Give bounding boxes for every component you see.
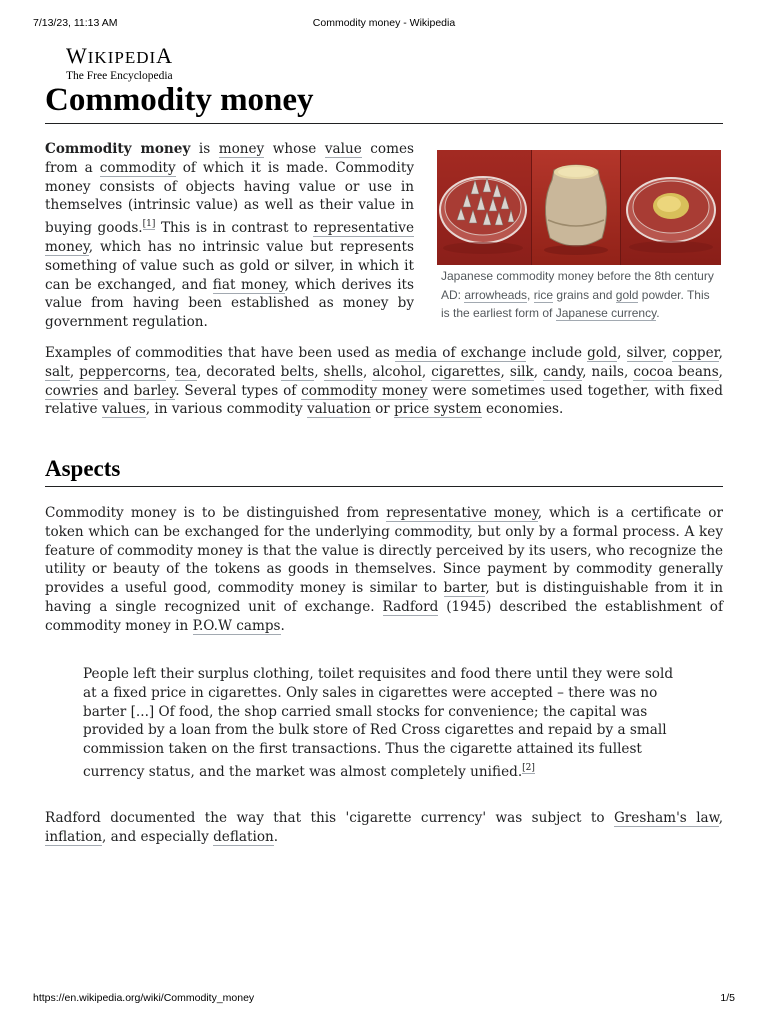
print-footer [33,992,735,1006]
link-silk[interactable]: silk [509,363,534,380]
link-value[interactable]: value [324,141,362,157]
link-salt[interactable]: salt [45,363,70,380]
blockquote: People left their surplus clothing, toilet requisites and food there until they were sold at a fixed price in cigarettes. Only sales in cigarettes were accepted – there was no barter [...] Of food, the shop carried small stocks for convenience; the capital was provided by a loan from the bulk store of Red Cross cigarettes and repaid by a small commission taken on the first transactions. Thus the cigarette attained its fullest currency status, and the market was almost completely unified.[2] [83,666,674,780]
print-doc-title: Commodity money - Wikipedia [312,17,456,29]
link-price-system[interactable]: price system [394,401,482,418]
link-gold-example[interactable]: gold [587,345,618,361]
link-representative-money[interactable]: representative money [45,220,414,255]
link-alcohol[interactable]: alcohol [372,363,422,380]
link-arrowheads[interactable]: arrowheads [464,287,528,302]
link-representative-money-2[interactable]: representative money [386,505,538,521]
reference-1[interactable]: [1] [142,219,156,230]
link-japanese-currency[interactable]: Japanese currency [555,306,657,321]
aspects-paragraph-2: Radford documented the way that this 'cigarette currency' was subject to Gresham's law, inflation, and especially deflation. [45,810,724,845]
rice-jar-image [531,150,621,265]
link-pow-camps[interactable]: P.O.W camps [192,617,281,634]
link-copper[interactable]: copper [672,345,719,361]
link-values[interactable]: values [101,401,146,418]
link-inflation[interactable]: inflation [45,828,103,845]
arrowheads-dish-image [437,150,531,265]
link-deflation[interactable]: deflation [213,828,274,845]
print-url[interactable]: https://en.wikipedia.org/wiki/Commodity_money [33,992,255,1004]
link-candy[interactable]: candy [543,363,583,380]
link-shells[interactable]: shells [323,363,363,380]
link-money[interactable]: money [218,141,265,157]
intro-paragraph: Commodity money is money whose value comes from a commodity of which it is made. Commodity money consists of objects having value or use in themselves (intrinsic value) as well as their value in buying goods.[1] This is in contrast to representative money, which has no intrinsic value but represents something of value such as gold or silver, in which it can be exchanged, and fiat money, which derives its value from having been established as money by government regulation. [45,141,415,331]
figure-image[interactable] [437,150,721,265]
section-heading-aspects: Aspects [45,456,121,481]
link-peppercorns[interactable]: peppercorns [79,363,166,380]
link-valuation[interactable]: valuation [307,401,371,418]
figure-caption: Japanese commodity money before the 8th century AD: arrowheads, rice grains and gold powder. This is the earliest form of Japanese currency. [441,269,714,321]
print-header [33,17,735,31]
print-page-number: 1/5 [720,992,735,1004]
link-rice[interactable]: rice [533,287,554,302]
link-fiat-money[interactable]: fiat money [212,276,285,293]
link-barter[interactable]: barter [443,580,486,597]
logo-tagline: The Free Encyclopedia [66,70,173,82]
page-title: Commodity money [45,82,314,118]
link-radford[interactable]: Radford [382,598,439,615]
print-datetime: 7/13/23, 11:13 AM [33,17,118,29]
logo-wordmark: WIKIPEDIA [66,43,174,68]
reference-2[interactable]: [2] [522,762,535,773]
examples-paragraph: Examples of commodities that have been used as media of exchange include gold, silver, copper, salt, peppercorns, tea, decorated belts, shells, alcohol, cigarettes, silk, candy, nails, cocoa beans, cowries and barley. Several types of commodity money were sometimes used together, with fixed relative values, in various commodity valuation or price system economies. [45,345,723,418]
link-gold[interactable]: gold [615,287,639,302]
figure-japanese-commodity-money [437,150,721,323]
wikipedia-logo[interactable] [66,44,173,82]
link-media-of-exchange[interactable]: media of exchange [395,345,527,361]
title-divider [45,123,723,124]
link-silver[interactable]: silver [626,345,663,361]
gold-powder-dish-image [621,150,721,265]
link-barley[interactable]: barley [133,382,176,399]
aspects-paragraph-1: Commodity money is to be distinguished from representative money, which is a certificate or token which can be exchanged for the underlying commodity, but only by a formal process. A key feature of commodity money is that the value is directly perceived by its users, who recognize the utility or beauty of the tokens as goods in themselves. Since payment by commodity generally provides a useful good, commodity money is similar to barter, but is distinguishable from it in having a single recognized unit of exchange. Radford (1945) described the establishment of commodity money in P.O.W camps. [45,505,723,634]
bold-term: Commodity money [45,141,191,157]
link-commodity[interactable]: commodity [99,159,176,176]
link-cigarettes[interactable]: cigarettes [431,363,501,380]
link-cocoa-beans[interactable]: cocoa beans [633,363,719,380]
link-tea[interactable]: tea [175,363,197,380]
link-greshams-law[interactable]: Gresham's law [613,810,719,826]
link-cowries[interactable]: cowries [45,382,99,399]
section-divider [45,486,723,487]
link-commodity-money[interactable]: commodity money [301,382,428,399]
link-belts[interactable]: belts [280,363,315,380]
